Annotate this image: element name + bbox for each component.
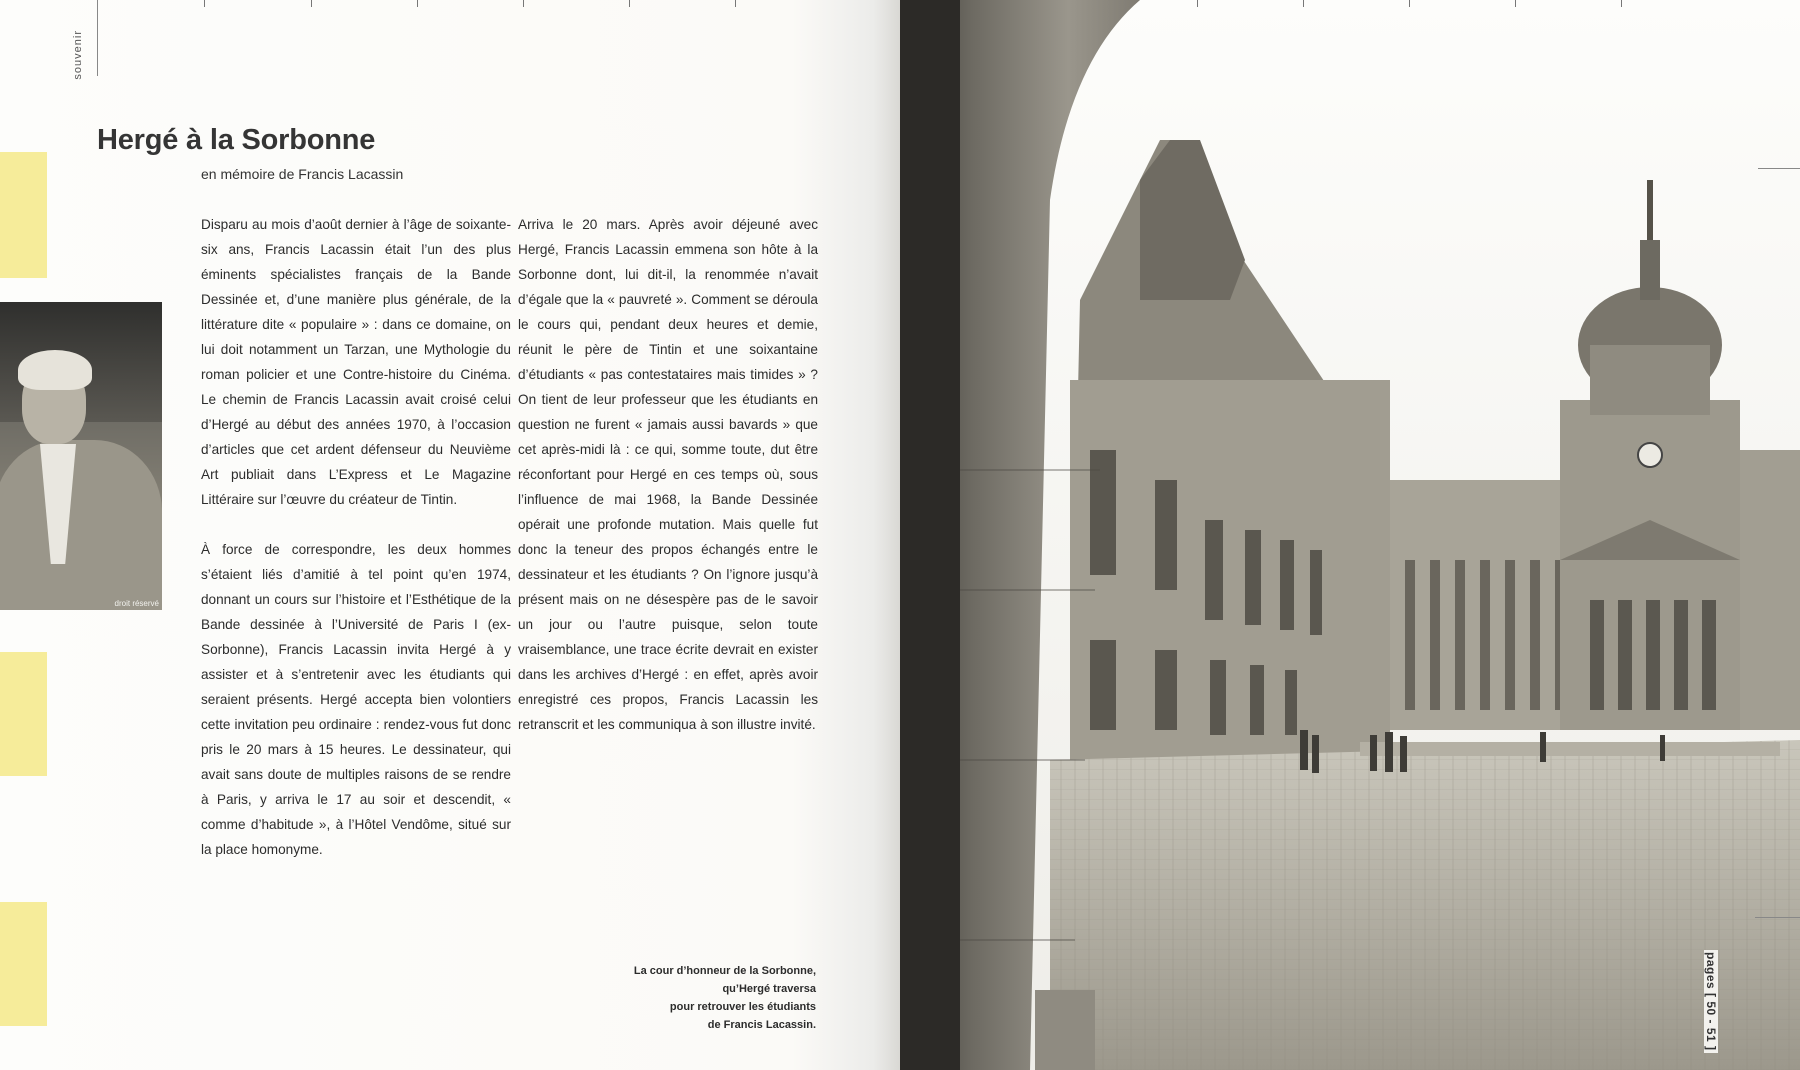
tick-mark [1621, 0, 1622, 7]
caption-line: pour retrouver les étudiants [669, 1001, 816, 1013]
tick-mark [204, 0, 205, 7]
article-subtitle: en mémoire de Francis Lacassin [201, 166, 404, 182]
header-rule [97, 0, 98, 76]
portrait-photo [0, 302, 162, 610]
photo-caption [560, 962, 816, 1034]
yellow-accent-bar [0, 902, 47, 1026]
paragraph: À force de correspondre, les deux hommes s’étaient liés d’amitié à tel point qu’en 1974, donnant un cours sur l’histoire et l’Esthétique de la Bande dessinée à l’Université de Paris I (ex-Sorbonne), Francis Lacassin invita Hergé à y assister et à s’entretenir avec les étudiants qui seraient présents. Hergé accepta bien volontiers cette invitation peu ordinaire : rendez-vous fut donc pris le 20 mars à 15 heures. Le dessinateur, qui avait sans doute de multiples raisons de se rendre à Paris, y arriva le 17 au soir et descendit, « comme d’habitude », à l’Hôtel Vendôme, situé sur la place homonyme. [201, 542, 511, 857]
article-column-2 [518, 212, 818, 762]
page-number: pages [ 50 - 51 ] [1704, 952, 1718, 1051]
tick-mark [417, 0, 418, 7]
yellow-accent-bar [0, 652, 47, 776]
tick-mark [735, 0, 736, 7]
caption-line: La cour d’honneur de la Sorbonne, [633, 965, 816, 977]
tick-mark [1303, 0, 1304, 7]
paragraph: Arriva le 20 mars. Après avoir déjeuné avec Hergé, Francis Lacassin emmena son hôte à la Sorbonne dont, lui dit-il, la renommée n’avait d’égale que la « pauvreté ». Comment se déroula le cours qui, pendant deux heures et demie, réunit le père de Tintin et une soixantaine d’étudiants « pas contestataires mais timides » ? On tient de leur professeur que les étudiants en question ne furent « jamais aussi bavards » que cet après-midi là : ce qui, somme toute, dut être réconfortant pour Hergé en ces temps où, sous l’influence de mai 1968, la Bande Dessinée opérait une profonde mutation. Mais quelle fut donc la teneur des propos échangés entre le dessinateur et les étudiants ? On l’ignore jusqu’à présent mais on ne désespère pas de le savoir un jour ou l’autre puisque, selon toute vraisemblance, une trace écrite devrait en exister dans les archives d’Hergé : en effet, après avoir enregistré ces propos, Francis Lacassin les retranscrit et les communiqua à son illustre invité. [518, 217, 818, 732]
tick-mark [1197, 0, 1198, 7]
margin-rule [1758, 168, 1800, 169]
tick-mark [311, 0, 312, 7]
section-label: souvenir [72, 30, 84, 80]
photo-credit: droit réservé [114, 599, 159, 608]
article-title: Hergé à la Sorbonne [97, 124, 376, 156]
paragraph: Disparu au mois d’août dernier à l’âge de soixante-six ans, Francis Lacassin était l’un des plus éminents spécialistes français de la Bande Dessinée et, d’une manière plus générale, de la littérature dite « populaire » : dans ce domaine, on lui doit notamment un Tarzan, une Mythologie du roman policier et une Contre-histoire du Cinéma. Le chemin de Francis Lacassin avait croisé celui d’Hergé au début des années 1970, à l’occasion d’articles que cet ardent défenseur du Neuvième Art publiait dans L’Express et Le Magazine Littéraire sur l’œuvre du créateur de Tintin. [201, 217, 511, 507]
article-column-1 [201, 212, 511, 887]
sorbonne-courtyard-photo [900, 0, 1800, 1070]
tick-mark [1409, 0, 1410, 7]
tick-mark [1515, 0, 1516, 7]
margin-rule [1755, 917, 1800, 918]
tick-mark [629, 0, 630, 7]
yellow-accent-bar [0, 152, 47, 278]
tick-mark [523, 0, 524, 7]
caption-line: de Francis Lacassin. [707, 1019, 816, 1031]
caption-line: qu’Hergé traversa [722, 983, 816, 995]
